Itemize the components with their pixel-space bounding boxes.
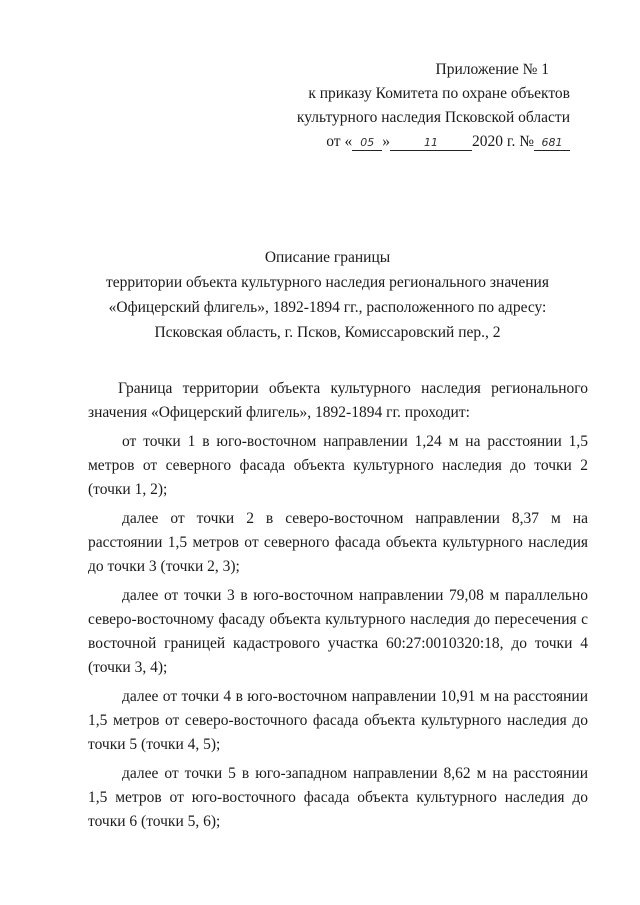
paragraph: далее от точки 5 в юго-западном направлении 8,62 м на расстоянии 1,5 метров от юго-восточного фасада объекта культурного наследия до точки 6 (точки 5, 6); <box>88 765 588 830</box>
year-text: 2020 г. № <box>471 133 534 150</box>
appendix-number: Приложение № 1 <box>435 61 549 78</box>
committee-name: культурного наследия Псковской области <box>296 109 570 126</box>
date-prefix: от « <box>326 133 353 150</box>
document-title <box>70 245 585 345</box>
paragraph: далее от точки 4 в юго-восточном направлении 10,91 м на расстоянии 1,5 метров от северо-восточного фасада объекта культурного наследия до точки 5 (точки 4, 5); <box>88 688 588 753</box>
title-line-1: Описание границы <box>264 249 391 266</box>
paragraph: от точки 1 в юго-восточном направлении 1,24 м на расстоянии 1,5 метров от северного фасада объекта культурного наследия до точки 2 (точки 1, 2); <box>88 433 588 498</box>
order-reference: к приказу Комитета по охране объектов <box>308 85 570 102</box>
title-line-3: «Офицерский флигель», 1892-1894 гг., расположенного по адресу: <box>108 299 547 316</box>
handwritten-month: 11 <box>390 136 472 151</box>
document-body <box>88 377 588 839</box>
handwritten-order-number: 681 <box>534 136 570 151</box>
date-mid: » <box>382 133 390 150</box>
title-line-2: территории объекта культурного наследия регионального значения <box>106 274 549 291</box>
paragraph: далее от точки 2 в северо-восточном направлении 8,37 м на расстоянии 1,5 метров от северного фасада объекта культурного наследия до точки 3 (точки 2, 3); <box>88 510 588 575</box>
appendix-header <box>275 58 595 154</box>
paragraph: далее от точки 3 в юго-восточном направлении 79,08 м параллельно северо-восточному фасаду объекта культурного наследия до пересечения с восточной границей кадастрового участка 60:27:0010320:18, до точки 4 (точки 3, 4); <box>88 587 588 676</box>
order-date-line <box>275 130 595 154</box>
handwritten-day: 05 <box>352 136 382 151</box>
paragraph: Граница территории объекта культурного наследия регионального значения «Офицерский флигель», 1892-1894 гг. проходит: <box>88 380 588 421</box>
title-line-4: Псковская область, г. Псков, Комиссаровский пер., 2 <box>154 324 501 341</box>
